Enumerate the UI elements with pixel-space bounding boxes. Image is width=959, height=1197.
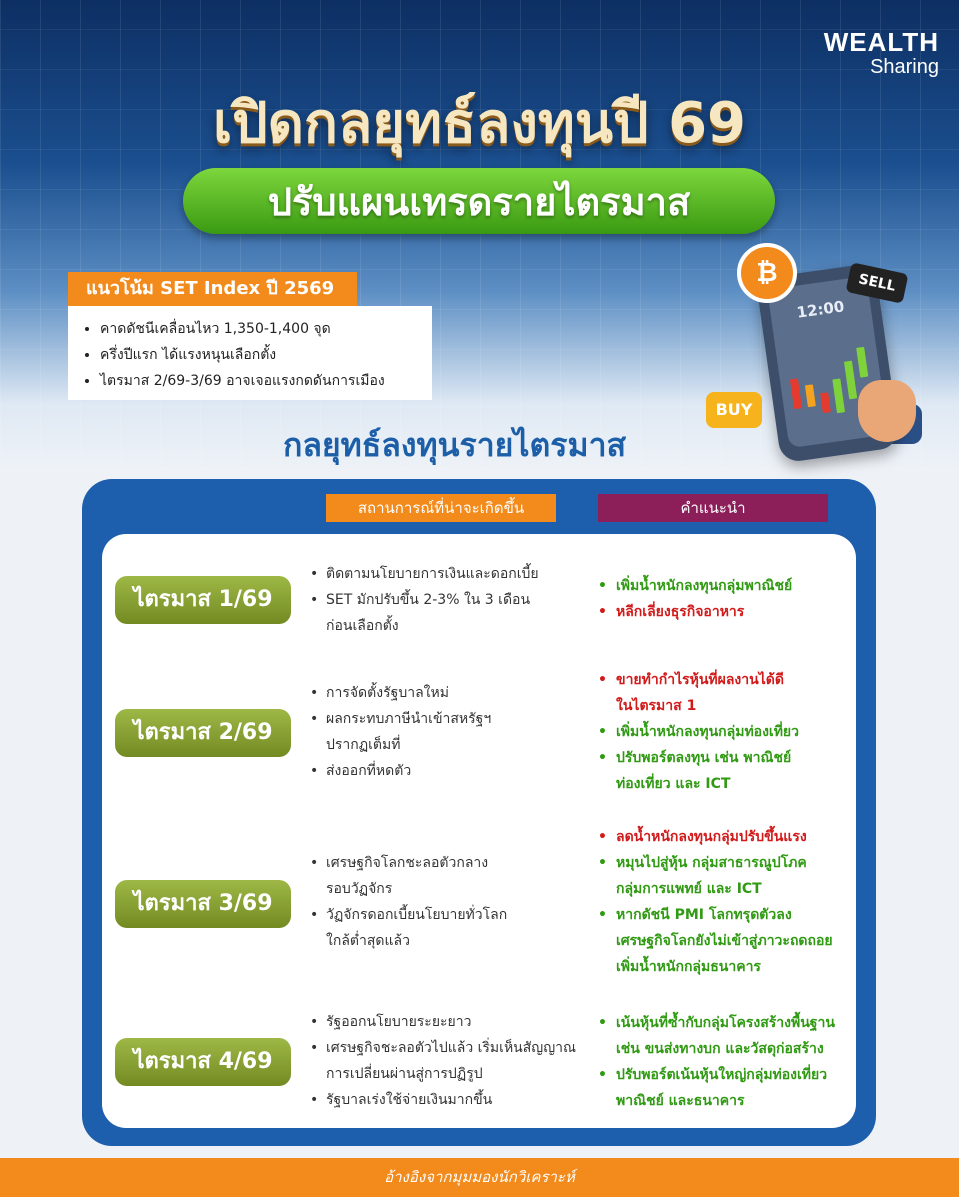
trend-item: • คาดดัชนีเคลื่อนไหว 1,350-1,400 จุด xyxy=(100,316,432,342)
logo-top-text: WEALTH xyxy=(823,27,939,57)
advice-item: • เพิ่มน้ำหนักลงทุนกลุ่มพาณิชย์ xyxy=(598,573,848,599)
situation-list xyxy=(310,561,590,639)
wealth-sharing-logo xyxy=(824,28,939,78)
situation-list xyxy=(310,850,510,954)
advice-item: • ลดน้ำหนักลงทุนกลุ่มปรับขึ้นแรง xyxy=(598,824,843,850)
situation-item: • ผลกระทบภาษีนำเข้าสหรัฐฯ ปรากฏเต็มที่ xyxy=(310,706,526,758)
advice-item: • ขายทำกำไรหุ้นที่ผลงานได้ดีในไตรมาส 1 xyxy=(598,667,798,719)
advice-item: • ปรับพอร์ตเน้นหุ้นใหญ่กลุ่มท่องเที่ยว พาณิชย์ และธนาคาร xyxy=(598,1062,843,1114)
candle-icon xyxy=(820,392,831,413)
situation-item: • รัฐออกนโยบายระยะยาว xyxy=(310,1009,585,1035)
candle-icon xyxy=(790,378,802,409)
page-subtitle: ปรับแผนเทรดรายไตรมาส xyxy=(183,168,775,234)
advice-item: • หลีกเลี่ยงธุรกิจอาหาร xyxy=(598,599,848,625)
trend-title: แนวโน้ม SET Index ปี 2569 xyxy=(68,272,357,306)
situation-column-header: สถานการณ์ที่น่าจะเกิดขึ้น xyxy=(326,494,556,522)
candle-icon xyxy=(856,347,868,378)
situation-item: • รัฐบาลเร่งใช้จ่ายเงินมากขึ้น xyxy=(310,1087,585,1113)
buy-tag: BUY xyxy=(706,392,762,428)
advice-list xyxy=(598,667,798,797)
situation-item: • วัฏจักรดอกเบี้ยนโยบายทั่วโลก ใกล้ต่ำสุดแล้ว xyxy=(310,902,510,954)
advice-item: • เพิ่มน้ำหนักลงทุนกลุ่มท่องเที่ยว xyxy=(598,719,846,745)
situation-item: • ส่งออกที่หดตัว xyxy=(310,758,590,784)
situation-item: • ติดตามนโยบายการเงินและดอกเบี้ย xyxy=(310,561,590,587)
page-title: เปิดกลยุทธ์ลงทุนปี 69 xyxy=(212,91,746,156)
advice-column-header: คำแนะนำ xyxy=(598,494,828,522)
situation-item: • เศรษฐกิจชะลอตัวไปแล้ว เริ่มเห็นสัญญาณ การเปลี่ยนผ่านสู่การปฏิรูป xyxy=(310,1035,585,1087)
trend-item: • ไตรมาส 2/69-3/69 อาจเจอแรงกดดันการเมือง xyxy=(100,368,432,394)
quarter-badge: ไตรมาส 4/69 xyxy=(115,1038,291,1086)
sell-tag: SELL xyxy=(846,262,909,303)
situation-item: • การจัดตั้งรัฐบาลใหม่ xyxy=(310,680,590,706)
candle-icon xyxy=(832,378,845,413)
situation-list xyxy=(310,1009,585,1113)
trend-box xyxy=(68,306,432,400)
situation-list xyxy=(310,680,590,784)
advice-item: • ปรับพอร์ตลงทุน เช่น พาณิชย์ ท่องเที่ยว และ ICT xyxy=(598,745,798,797)
advice-item: • เน้นหุ้นที่ซ้ำกับกลุ่มโครงสร้างพื้นฐาน เช่น ขนส่งทางบก และวัสดุก่อสร้าง xyxy=(598,1010,843,1062)
quarter-badge: ไตรมาส 2/69 xyxy=(115,709,291,757)
bitcoin-icon: ₿ xyxy=(737,243,797,303)
advice-list xyxy=(598,573,848,625)
trend-item: • ครึ่งปีแรก ได้แรงหนุนเลือกตั้ง xyxy=(100,342,432,368)
quarter-badge: ไตรมาส 3/69 xyxy=(115,880,291,928)
situation-item: • SET มักปรับขึ้น 2-3% ใน 3 เดือน ก่อนเลือกตั้ง xyxy=(310,587,556,639)
advice-list xyxy=(598,1010,843,1114)
logo-bottom-text: Sharing xyxy=(870,56,939,78)
candle-icon xyxy=(805,384,816,407)
quarter-badge: ไตรมาส 1/69 xyxy=(115,576,291,624)
section-title: กลยุทธ์ลงทุนรายไตรมาส xyxy=(282,426,627,464)
advice-item: • หากดัชนี PMI โลกทรุดตัวลง เศรษฐกิจโลกยังไม่เข้าสู่ภาวะถดถอย เพิ่มน้ำหนักกลุ่มธนาคาร xyxy=(598,902,843,980)
footer-note: อ้างอิงจากมุมมองนักวิเคราะห์ xyxy=(0,1158,959,1197)
candle-icon xyxy=(844,361,857,400)
advice-item: • หมุนไปสู่หุ้น กลุ่มสาธารณูปโภค กลุ่มการแพทย์ และ ICT xyxy=(598,850,831,902)
phone-time: 12:00 xyxy=(795,297,846,322)
situation-item: • เศรษฐกิจโลกชะลอตัวกลางรอบวัฏจักร xyxy=(310,850,510,902)
advice-list xyxy=(598,824,843,980)
